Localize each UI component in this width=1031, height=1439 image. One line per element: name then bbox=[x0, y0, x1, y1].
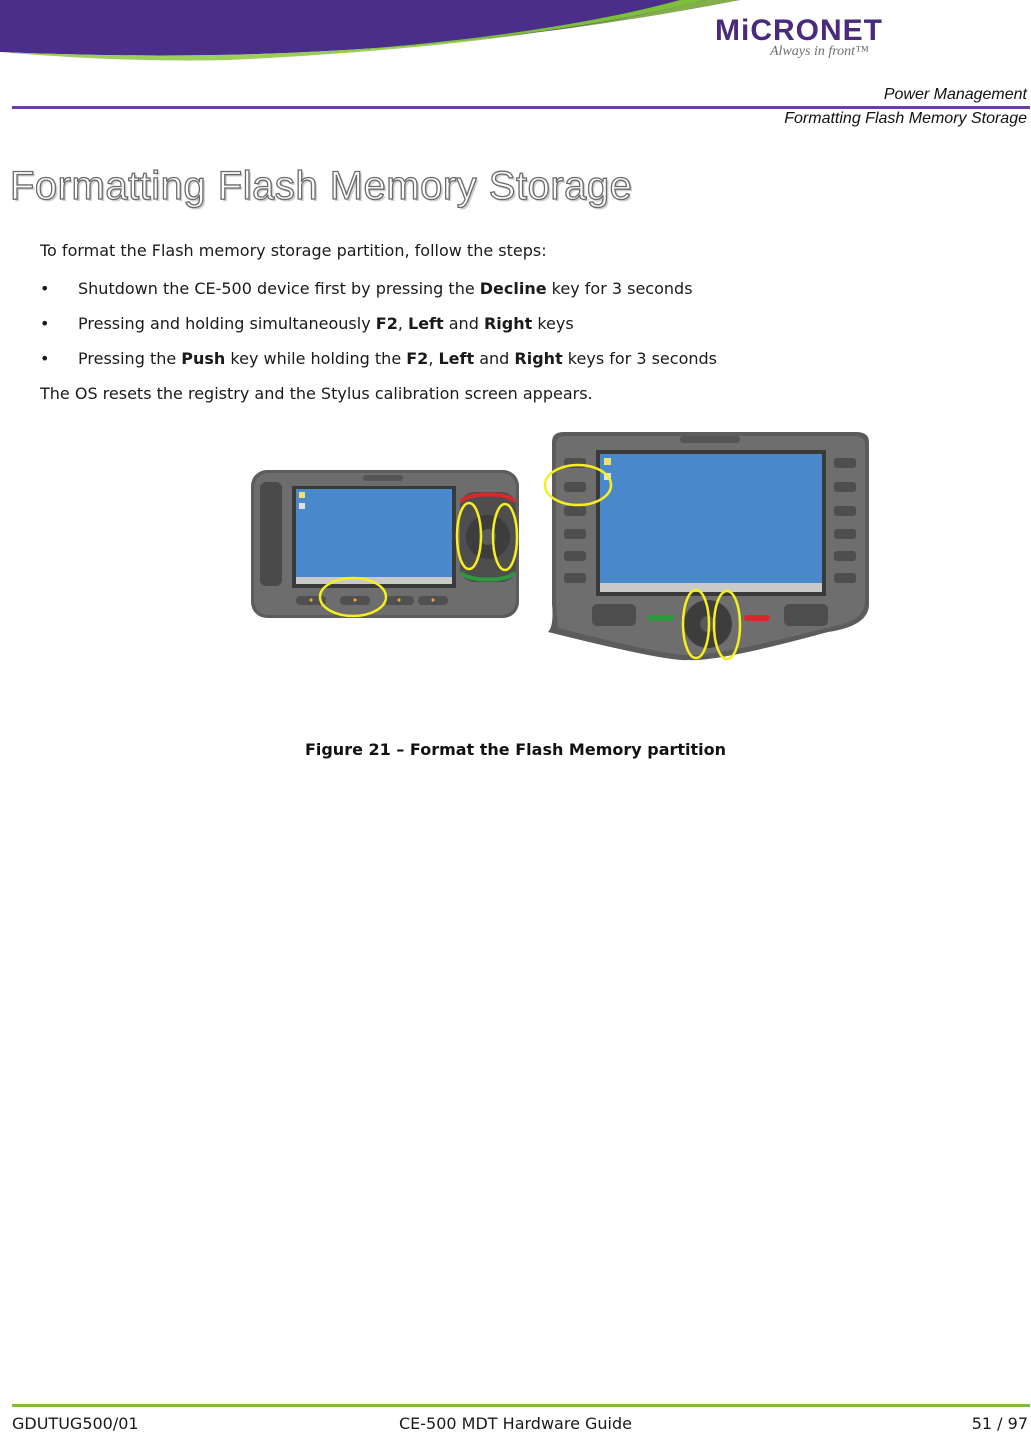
footer-doc-id: GDUTUG500/01 bbox=[12, 1414, 139, 1433]
left-speaker bbox=[592, 604, 636, 626]
bullet-text: Pressing the Push key while holding the F2, Left and Right keys for 3 seconds bbox=[78, 349, 717, 368]
banner-purple-wave bbox=[0, 0, 740, 55]
bullet-dot-icon: • bbox=[40, 314, 50, 333]
speaker-grille bbox=[260, 482, 282, 586]
company-tagline: Always in front™ bbox=[770, 44, 869, 59]
bullet-text: Pressing and holding simultaneously F2, Left and Right keys bbox=[78, 314, 574, 333]
right-speaker bbox=[784, 604, 828, 626]
intro-paragraph: To format the Flash memory storage partition, follow the steps: bbox=[40, 241, 547, 260]
page-title: Formatting Flash Memory Storage bbox=[10, 164, 633, 208]
header-rule bbox=[12, 106, 1030, 109]
bullet-dot-icon: • bbox=[40, 349, 50, 368]
header-subsection: Formatting Flash Memory Storage bbox=[784, 110, 1027, 127]
footer-rule bbox=[12, 1404, 1030, 1407]
company-logo: MiCRONET bbox=[715, 14, 883, 47]
header-section: Power Management bbox=[883, 86, 1027, 103]
footer-page-number: 51 / 97 bbox=[971, 1414, 1028, 1433]
outro-paragraph: The OS resets the registry and the Stylus calibration screen appears. bbox=[40, 384, 593, 403]
large-device-screen bbox=[600, 454, 822, 592]
footer-doc-title: CE-500 MDT Hardware Guide bbox=[399, 1414, 632, 1433]
bullet-text: Shutdown the CE-500 device first by pressing the Decline key for 3 seconds bbox=[78, 279, 693, 298]
figure-caption: Figure 21 – Format the Flash Memory partition bbox=[304, 740, 727, 759]
small-device-screen bbox=[296, 489, 452, 584]
device-figure bbox=[248, 428, 873, 663]
bullet-dot-icon: • bbox=[40, 279, 50, 298]
